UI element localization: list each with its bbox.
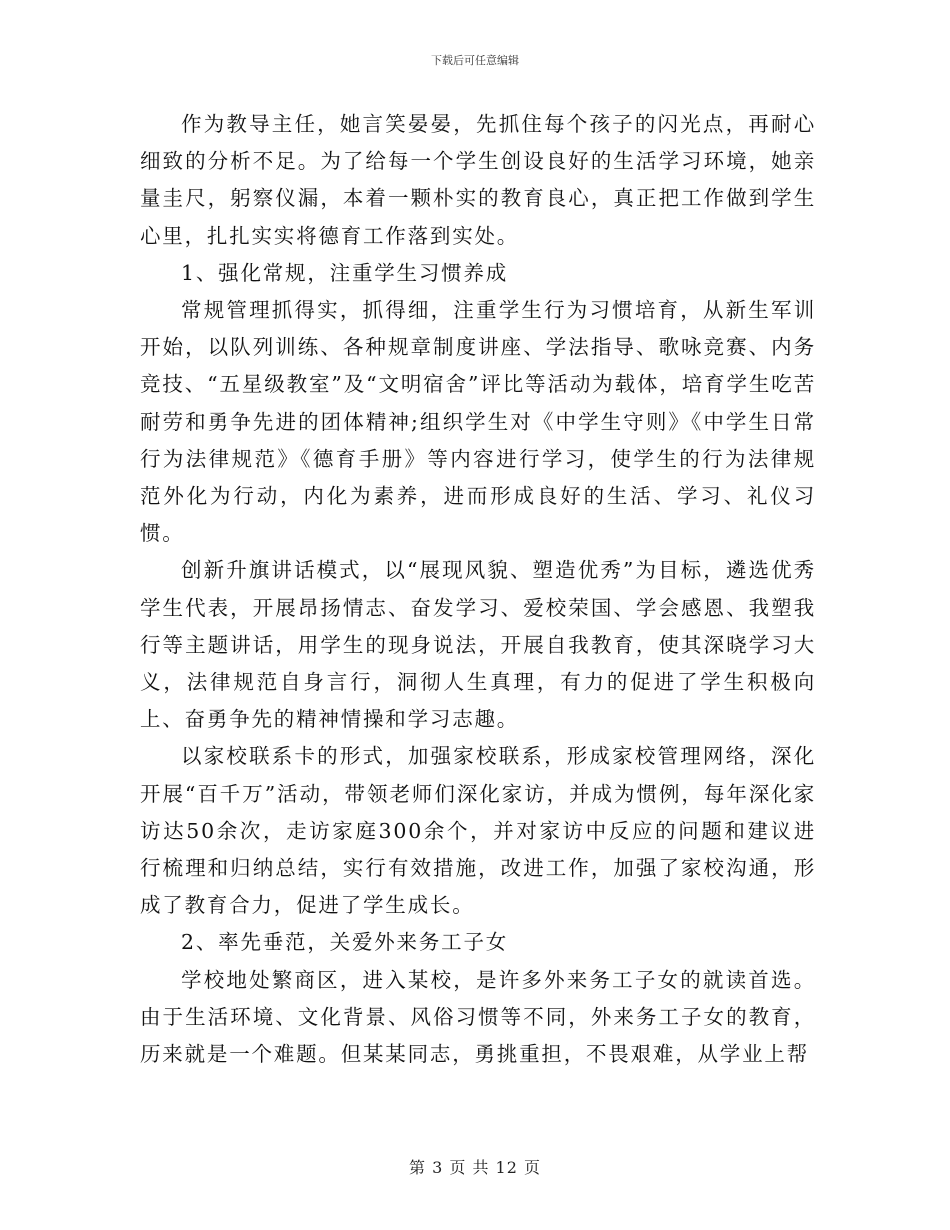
section-heading-1: 1、强化常规，注重学生习惯养成 <box>181 260 509 285</box>
document-body <box>140 106 816 1073</box>
section-heading-2: 2、率先垂范，关爱外来务工子女 <box>181 930 509 955</box>
paragraph-home-school: 以家校联系卡的形式，加强家校联系，形成家校管理网络，深化开展“百千万”活动，带领老师们深化家访，并成为惯例，每年深化家访达50余次，走访家庭300余个，并对家访中反应的问题和建议进行梳理和归纳总结，实行有效措施，改进工作，加强了家校沟通，形成了教育合力，促进了学生成长。 <box>140 744 816 918</box>
paragraph-intro: 作为教导主任，她言笑晏晏，先抓住每个孩子的闪光点，再耐心细致的分析不足。为了给每一个学生创设良好的生活学习环境，她亲量圭尺，躬察仪漏，本着一颗朴实的教育良心，真正把工作做到学生心里，扎扎实实将德育工作落到实处。 <box>140 112 816 248</box>
paragraph-migrant-children: 学校地处繁商区，进入某校，是许多外来务工子女的就读首选。由于生活环境、文化背景、风俗习惯等不同，外来务工子女的教育，历来就是一个难题。但某某同志，勇挑重担，不畏艰难，从学业上帮 <box>140 967 816 1067</box>
paragraph-routine-management: 常规管理抓得实，抓得细，注重学生行为习惯培育，从新生军训开始，以队列训练、各种规章制度讲座、学法指导、歌咏竞赛、内务竞技、“五星级教室”及“文明宿舍”评比等活动为载体，培育学生吃苦耐劳和勇争先进的团体精神;组织学生对《中学生守则》《中学生日常行为法律规范》《德育手册》等内容进行学习，使学生的行为法律规范外化为行动，内化为素养，进而形成良好的生活、学习、礼仪习惯。 <box>140 298 816 546</box>
paragraph-flag-speech: 创新升旗讲话模式，以“展现风貌、塑造优秀”为目标，遴选优秀学生代表，开展昂扬情志、奋发学习、爱校荣国、学会感恩、我塑我行等主题讲话，用学生的现身说法，开展自我教育，使其深晓学习大义，法律规范自身言行，洞彻人生真理，有力的促进了学生积极向上、奋勇争先的精神情操和学习志趣。 <box>140 558 816 732</box>
page-number-footer: 第 3 页 共 12 页 <box>409 1158 541 1177</box>
page-header-note: 下载后可任意编辑 <box>431 54 519 67</box>
